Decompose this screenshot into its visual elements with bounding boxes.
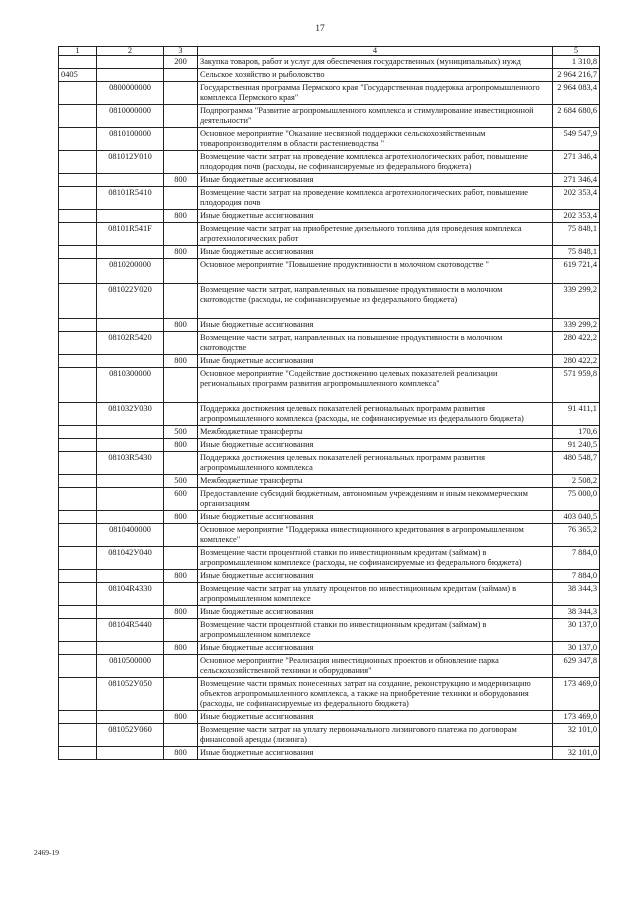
row-amount: 30 137,0 [553,642,600,655]
row-expense-kind [164,619,198,642]
row-section-code [59,439,97,452]
row-section-code [59,678,97,711]
table-row [59,583,600,606]
row-target-code: 08101R5410 [97,187,164,210]
row-expense-kind: 800 [164,210,198,223]
row-expense-kind [164,105,198,128]
row-expense-kind: 800 [164,747,198,760]
row-description: Иные бюджетные ассигнования [198,319,553,332]
row-description: Иные бюджетные ассигнования [198,210,553,223]
row-description: Возмещение части затрат, направленных на повышение продуктивности в молочном скотоводстве [198,332,553,355]
row-expense-kind [164,259,198,284]
row-expense-kind: 800 [164,570,198,583]
row-amount: 32 101,0 [553,747,600,760]
row-target-code: 081012У010 [97,151,164,174]
row-section-code [59,128,97,151]
row-amount: 549 547,9 [553,128,600,151]
row-description: Возмещение части процентной ставки по инвестиционным кредитам (займам) в агропромышленном комплексе (расходы, не софинансируемые из федерального бюджета) [198,547,553,570]
table-row [59,511,600,524]
row-amount: 38 344,3 [553,606,600,619]
row-target-code [97,488,164,511]
row-target-code: 08104R5440 [97,619,164,642]
column-number-row [59,47,600,56]
row-expense-kind [164,82,198,105]
row-target-code [97,711,164,724]
row-section-code [59,655,97,678]
row-target-code [97,210,164,223]
row-section-code [59,711,97,724]
row-target-code [97,570,164,583]
row-description: Закупка товаров, работ и услуг для обеспечения государственных (муниципальных) нужд [198,56,553,69]
column-number-1: 1 [59,47,97,56]
table-row [59,619,600,642]
row-section-code [59,210,97,223]
table-row [59,439,600,452]
table-row [59,655,600,678]
column-number-2: 2 [97,47,164,56]
row-amount: 75 848,1 [553,246,600,259]
row-expense-kind [164,128,198,151]
row-amount: 91 240,5 [553,439,600,452]
row-target-code [97,475,164,488]
table-row [59,642,600,655]
row-section-code [59,511,97,524]
row-section-code: 0405 [59,69,97,82]
budget-table [58,46,600,760]
row-description: Иные бюджетные ассигнования [198,570,553,583]
row-target-code: 0810500000 [97,655,164,678]
row-expense-kind [164,151,198,174]
table-row [59,56,600,69]
row-target-code: 0810100000 [97,128,164,151]
row-amount: 339 299,2 [553,319,600,332]
row-target-code: 08102R5420 [97,332,164,355]
row-description: Иные бюджетные ассигнования [198,174,553,187]
table-row [59,488,600,511]
row-expense-kind [164,223,198,246]
row-description: Поддержка достижения целевых показателей региональных программ развития агропромышленного комплекса [198,452,553,475]
row-section-code [59,619,97,642]
row-section-code [59,724,97,747]
table-row [59,187,600,210]
row-amount: 629 347,8 [553,655,600,678]
row-description: Государственная программа Пермского края "Государственная поддержка агропромышленного комплекса Пермского края" [198,82,553,105]
row-description: Возмещение части прямых понесенных затрат на создание, реконструкцию и модернизацию объектов агропромышленного комплекса, а также на приобретение техники и оборудования (расходы, не софинансируемые из федерального бюджета) [198,678,553,711]
row-description: Межбюджетные трансферты [198,475,553,488]
row-amount: 480 548,7 [553,452,600,475]
table-row [59,174,600,187]
row-section-code [59,82,97,105]
table-row [59,452,600,475]
row-section-code [59,355,97,368]
row-description: Возмещение части затрат на проведение комплекса агротехнологических работ, повышение плодородия почв [198,187,553,210]
table-row [59,524,600,547]
row-expense-kind: 800 [164,355,198,368]
row-section-code [59,488,97,511]
row-amount: 339 299,2 [553,284,600,319]
row-target-code: 081052У060 [97,724,164,747]
row-amount: 280 422,2 [553,355,600,368]
row-section-code [59,583,97,606]
row-section-code [59,524,97,547]
row-target-code: 081042У040 [97,547,164,570]
row-section-code [59,452,97,475]
row-amount: 32 101,0 [553,724,600,747]
row-expense-kind [164,187,198,210]
row-expense-kind [164,655,198,678]
row-section-code [59,284,97,319]
row-amount: 271 346,4 [553,151,600,174]
row-section-code [59,426,97,439]
row-target-code: 0810400000 [97,524,164,547]
row-section-code [59,475,97,488]
row-section-code [59,174,97,187]
row-description: Возмещение части процентной ставки по инвестиционным кредитам (займам) в агропромышленном комплексе [198,619,553,642]
row-expense-kind: 500 [164,426,198,439]
table-row [59,105,600,128]
row-section-code [59,642,97,655]
row-description: Основное мероприятие "Оказание несвязной поддержки сельскохозяйственным товаропроизводителям в области растениеводства " [198,128,553,151]
row-description: Иные бюджетные ассигнования [198,355,553,368]
row-expense-kind: 800 [164,711,198,724]
row-expense-kind [164,678,198,711]
row-section-code [59,246,97,259]
table-row [59,319,600,332]
row-target-code: 081022У020 [97,284,164,319]
row-description: Основное мероприятие "Поддержка инвестиционного кредитования в агропромышленном комплексе" [198,524,553,547]
row-section-code [59,332,97,355]
row-section-code [59,259,97,284]
row-amount: 202 353,4 [553,187,600,210]
row-target-code: 081032У030 [97,403,164,426]
row-description: Иные бюджетные ассигнования [198,642,553,655]
row-description: Поддержка достижения целевых показателей региональных программ развития агропромышленного комплекса (расходы, не софинансируемые из федерального бюджета) [198,403,553,426]
row-expense-kind: 800 [164,439,198,452]
row-target-code: 0810300000 [97,368,164,403]
row-amount: 75 848,1 [553,223,600,246]
row-target-code: 08103R5430 [97,452,164,475]
row-description: Подпрограмма "Развитие агропромышленного комплекса и стимулирование инвестиционной деятельности" [198,105,553,128]
row-amount: 2 964 216,7 [553,69,600,82]
row-expense-kind [164,368,198,403]
row-amount: 2 964 083,4 [553,82,600,105]
row-amount: 1 310,8 [553,56,600,69]
row-expense-kind [164,452,198,475]
table-row [59,355,600,368]
table-row [59,426,600,439]
row-target-code: 0810000000 [97,105,164,128]
page-number: 17 [315,24,325,34]
row-description: Иные бюджетные ассигнования [198,711,553,724]
table-row [59,82,600,105]
row-target-code [97,319,164,332]
row-expense-kind: 800 [164,642,198,655]
row-expense-kind [164,547,198,570]
row-target-code: 08104R4330 [97,583,164,606]
row-amount: 619 721,4 [553,259,600,284]
table-row [59,246,600,259]
table-row [59,724,600,747]
row-description: Возмещение части затрат на приобретение дизельного топлива для проведения комплекса агротехнологических работ [198,223,553,246]
table-row [59,210,600,223]
row-target-code: 08101R541F [97,223,164,246]
row-section-code [59,570,97,583]
row-target-code: 081052У050 [97,678,164,711]
row-target-code: 0810200000 [97,259,164,284]
row-amount: 202 353,4 [553,210,600,223]
row-description: Возмещение части затрат, направленных на повышение продуктивности в молочном скотоводстве (расходы, не софинансируемые из федерального бюджета) [198,284,553,319]
row-expense-kind: 800 [164,174,198,187]
row-target-code [97,355,164,368]
row-expense-kind: 800 [164,606,198,619]
row-amount: 38 344,3 [553,583,600,606]
row-expense-kind [164,284,198,319]
table-row [59,678,600,711]
table-row [59,332,600,355]
table-row [59,475,600,488]
row-description: Возмещение части затрат на проведение комплекса агротехнологических работ, повышение плодородия почв (расходы, не софинансируемые из федерального бюджета) [198,151,553,174]
row-description: Возмещение части затрат на уплату процентов по инвестиционным кредитам (займам) в агропромышленном комплексе [198,583,553,606]
row-section-code [59,151,97,174]
row-description: Межбюджетные трансферты [198,426,553,439]
row-description: Основное мероприятие "Повышение продуктивности в молочном скотоводстве " [198,259,553,284]
column-number-5: 5 [553,47,600,56]
table-row [59,570,600,583]
row-description: Основное мероприятие "Содействие достижению целевых показателей реализации региональных программ развития агропромышленного комплекса" [198,368,553,403]
row-target-code [97,606,164,619]
row-target-code [97,69,164,82]
row-amount: 173 469,0 [553,711,600,724]
row-section-code [59,319,97,332]
footer-document-code: 2469-19 [34,848,59,857]
row-expense-kind [164,69,198,82]
row-section-code [59,368,97,403]
table-row [59,711,600,724]
row-description: Сельское хозяйство и рыболовство [198,69,553,82]
row-target-code [97,246,164,259]
row-expense-kind: 500 [164,475,198,488]
row-expense-kind [164,403,198,426]
row-section-code [59,403,97,426]
row-expense-kind [164,524,198,547]
row-description: Возмещение части затрат на уплату первоначального лизингового платежа по договорам финансовой аренды (лизинга) [198,724,553,747]
budget-table-body [59,47,600,760]
row-description: Иные бюджетные ассигнования [198,606,553,619]
row-amount: 2 684 680,6 [553,105,600,128]
row-target-code [97,747,164,760]
row-expense-kind [164,724,198,747]
row-amount: 75 000,0 [553,488,600,511]
row-section-code [59,187,97,210]
row-description: Иные бюджетные ассигнования [198,511,553,524]
row-target-code [97,426,164,439]
row-amount: 403 040,5 [553,511,600,524]
row-description: Основное мероприятие "Реализация инвестиционных проектов и обновление парка сельскохозяйственной техники и оборудования" [198,655,553,678]
row-section-code [59,606,97,619]
row-section-code [59,223,97,246]
table-row [59,606,600,619]
row-amount: 7 884,0 [553,570,600,583]
table-row [59,151,600,174]
table-row [59,747,600,760]
row-expense-kind: 800 [164,246,198,259]
row-amount: 173 469,0 [553,678,600,711]
row-expense-kind [164,332,198,355]
row-target-code [97,642,164,655]
row-expense-kind: 800 [164,511,198,524]
row-target-code: 0800000000 [97,82,164,105]
row-expense-kind: 600 [164,488,198,511]
row-amount: 30 137,0 [553,619,600,642]
row-amount: 76 365,2 [553,524,600,547]
table-row [59,69,600,82]
row-amount: 571 959,8 [553,368,600,403]
row-description: Иные бюджетные ассигнования [198,246,553,259]
row-amount: 2 508,2 [553,475,600,488]
table-row [59,223,600,246]
row-amount: 7 884,0 [553,547,600,570]
row-section-code [59,105,97,128]
column-number-4: 4 [198,47,553,56]
row-expense-kind [164,583,198,606]
row-amount: 91 411,1 [553,403,600,426]
row-section-code [59,547,97,570]
row-section-code [59,747,97,760]
row-amount: 170,6 [553,426,600,439]
row-target-code [97,56,164,69]
row-description: Иные бюджетные ассигнования [198,439,553,452]
row-target-code [97,439,164,452]
row-expense-kind: 200 [164,56,198,69]
table-row [59,284,600,319]
row-amount: 280 422,2 [553,332,600,355]
row-description: Предоставление субсидий бюджетным, автономным учреждениям и иным некоммерческим организациям [198,488,553,511]
table-row [59,259,600,284]
column-number-3: 3 [164,47,198,56]
table-row [59,368,600,403]
table-row [59,128,600,151]
row-description: Иные бюджетные ассигнования [198,747,553,760]
row-amount: 271 346,4 [553,174,600,187]
row-target-code [97,511,164,524]
row-expense-kind: 800 [164,319,198,332]
table-row [59,547,600,570]
row-target-code [97,174,164,187]
row-section-code [59,56,97,69]
table-row [59,403,600,426]
